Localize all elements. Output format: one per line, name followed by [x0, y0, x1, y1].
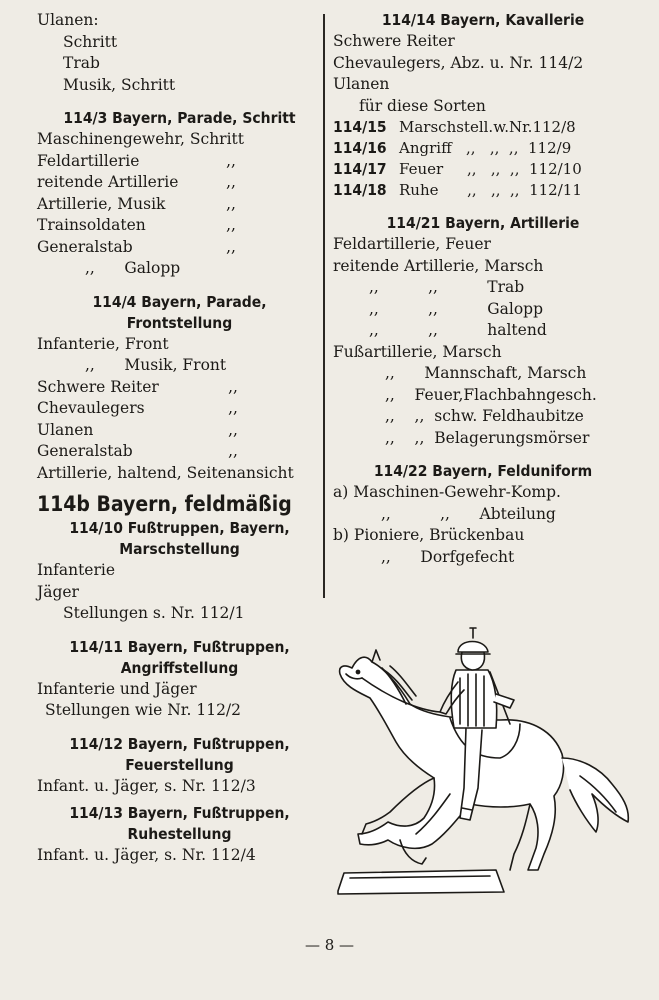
list-item: Artillerie, Musik ,,: [37, 194, 236, 213]
list-item: ,, ,, haltend: [369, 321, 547, 339]
list-item: für diese Sorten: [359, 96, 486, 115]
intro-item: Schritt: [63, 32, 118, 51]
section-subheading: Angriffstellung: [120, 658, 239, 677]
intro-item: Trab: [63, 54, 100, 72]
list-item: Trainsoldaten ,,: [37, 216, 236, 234]
section-heading-114-13: 114/13 Bayern, Fußtruppen,: [69, 804, 290, 822]
list-item: ,, Feuer,Flachbahngesch.: [385, 385, 597, 404]
list-item: Ulanen ,,: [37, 420, 238, 439]
list-item: Stellungen s. Nr. 112/1: [63, 604, 245, 622]
section-heading-114-10: 114/10 Fußtruppen, Bayern,: [69, 519, 290, 537]
list-item: Generalstab ,,: [37, 237, 236, 256]
intro-title: Ulanen:: [37, 11, 99, 29]
numbered-item: 114/15 Marschstell.w.Nr.112/8: [333, 118, 576, 136]
numbered-item: 114/16 Angriff ,, ,, ,, 112/9: [333, 139, 572, 157]
list-item: b) Pioniere, Brückenbau: [333, 526, 525, 544]
list-item: ,, ,, Belagerungsmörser: [385, 428, 590, 447]
left-column: [37, 10, 322, 867]
list-item: ,, ,, schw. Feldhaubitze: [385, 407, 584, 425]
list-item: Artillerie, haltend, Seitenansicht: [37, 463, 294, 482]
chapter-heading-114b: 114b Bayern, feldmäßig: [37, 492, 292, 516]
section-heading-114-14: 114/14 Bayern, Kavallerie: [381, 11, 585, 29]
list-item: Chevaulegers ,,: [37, 399, 238, 417]
numbered-item: 114/18 Ruhe ,, ,, ,, 112/11: [333, 181, 582, 199]
section-subheading: Frontstellung: [126, 313, 233, 332]
list-item: Stellungen wie Nr. 112/2: [45, 701, 242, 719]
list-item: ,, Galopp: [85, 259, 181, 277]
list-item: Feldartillerie ,,: [37, 151, 236, 170]
list-item: Feldartillerie, Feuer: [333, 235, 491, 253]
list-item: Infanterie, Front: [37, 334, 169, 353]
numbered-item: 114/17 Feuer ,, ,, ,, 112/10: [333, 160, 582, 178]
section-heading-114-3: 114/3 Bayern, Parade, Schritt: [63, 109, 296, 127]
list-item: Infanterie und Jäger: [37, 679, 197, 698]
list-item: Chevaulegers, Abz. u. Nr. 114/2: [333, 53, 584, 72]
list-item: Maschinengewehr, Schritt: [37, 130, 245, 148]
list-item: ,, Dorfgefecht: [381, 547, 515, 566]
intro-item: Musik, Schritt: [63, 75, 176, 94]
section-heading-114-21: 114/21 Bayern, Artillerie: [386, 214, 580, 232]
section-subheading: Feuerstellung: [125, 755, 234, 774]
section-heading-114-22: 114/22 Bayern, Felduniform: [373, 462, 593, 480]
section-subheading: Ruhestellung: [127, 825, 232, 843]
list-item: reitende Artillerie, Marsch: [333, 256, 544, 275]
list-item: ,, ,, Galopp: [369, 299, 544, 318]
list-item: Infant. u. Jäger, s. Nr. 112/3: [37, 776, 256, 795]
list-item: Schwere Reiter: [333, 32, 455, 50]
cavalry-soldier-illustration: [300, 608, 640, 928]
list-item: ,, ,, Abteilung: [381, 504, 556, 523]
list-item: Jäger: [37, 582, 79, 601]
list-item: Ulanen: [333, 75, 390, 93]
list-item: ,, Mannschaft, Marsch: [385, 364, 587, 382]
list-item: a) Maschinen-Gewehr-Komp.: [333, 483, 561, 501]
column-divider: [323, 14, 325, 598]
list-item: reitende Artillerie ,,: [37, 173, 236, 191]
right-column: [333, 10, 633, 568]
list-item: ,, ,, Trab: [369, 278, 525, 296]
list-item: Infant. u. Jäger, s. Nr. 112/4: [37, 846, 256, 864]
page-number: — 8 —: [304, 936, 355, 954]
section-heading-114-11: 114/11 Bayern, Fußtruppen,: [69, 637, 290, 656]
list-item: Schwere Reiter ,,: [37, 377, 238, 396]
list-item: Generalstab ,,: [37, 442, 238, 460]
section-heading-114-4: 114/4 Bayern, Parade,: [92, 292, 267, 311]
list-item: Infanterie: [37, 561, 116, 579]
section-heading-114-12: 114/12 Bayern, Fußtruppen,: [69, 734, 290, 753]
section-subheading: Marschstellung: [119, 540, 240, 558]
list-item: ,, Musik, Front: [85, 356, 227, 374]
list-item: Fußartillerie, Marsch: [333, 342, 502, 361]
